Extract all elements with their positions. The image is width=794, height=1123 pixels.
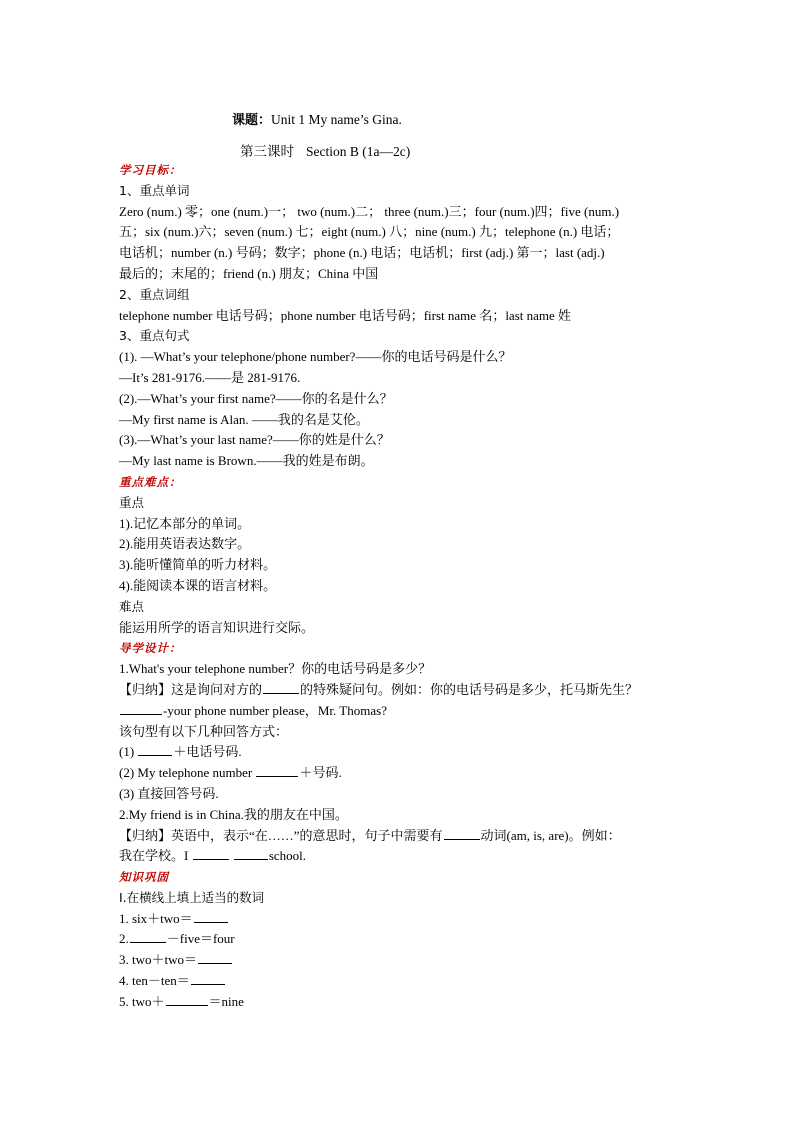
- lesson-period: 第三课时: [240, 144, 294, 159]
- fill-blank[interactable]: [166, 993, 208, 1006]
- guide-summary-2: [119, 826, 679, 847]
- exercise-item: [119, 929, 679, 950]
- exercise-text: 5. two＋: [119, 993, 165, 1009]
- fill-blank[interactable]: [193, 847, 229, 860]
- summary-text: 动词(am, is, are)。例如：: [480, 827, 621, 843]
- exercise-text: －five＝four: [166, 931, 235, 947]
- answer-form-2: [119, 763, 679, 784]
- fill-blank[interactable]: [198, 951, 232, 964]
- key-words-title: 1、重点单词: [119, 182, 190, 198]
- exercise-item: [119, 992, 679, 1013]
- summary-text: 【归纳】英语中，表示“在……”的意思时，句子中需要有: [119, 827, 443, 843]
- key-sentence: (1). —What’s your telephone/phone number?——你的电话号码是什么？: [119, 349, 512, 365]
- key-sentence: (2).—What’s your first name?——你的名是什么？: [119, 390, 393, 406]
- form-text: (1): [119, 744, 138, 760]
- summary-text: 【归纳】这是询问对方的: [119, 681, 263, 697]
- exercise-text: 3. two＋two＝: [119, 952, 198, 968]
- answer-form-3: (3) 直接回答号码.: [119, 785, 219, 801]
- example-text: -your phone number please，Mr. Thomas?: [163, 702, 387, 718]
- guide-summary-1: [119, 680, 679, 701]
- key-words-line: 五；six (num.)六；seven (num.) 七；eight (num.) 八；nine (num.) 九；telephone (n.) 电话；: [119, 224, 620, 240]
- answer-form-1: [119, 742, 679, 763]
- exercise-item: [119, 950, 679, 971]
- exercise-text: 4. ten－ten＝: [119, 973, 190, 989]
- key-point-item: 1).记忆本部分的单词。: [119, 515, 251, 531]
- fill-blank[interactable]: [444, 827, 480, 840]
- learning-goals-heading: 学习目标：: [119, 163, 182, 177]
- form-text: (2) My telephone number: [119, 765, 256, 781]
- guide-example-1: [119, 701, 679, 722]
- exercise-intro: Ⅰ.在横线上填上适当的数词: [119, 889, 265, 905]
- fill-blank[interactable]: [138, 743, 172, 756]
- key-words-line: 最后的；末尾的；friend (n.) 朋友；China 中国: [119, 265, 379, 281]
- example-text: 我在学校。I: [119, 848, 192, 864]
- exercise-item: [119, 971, 679, 992]
- exercise-text: 1. six＋two＝: [119, 910, 193, 926]
- form-text: ＋号码.: [299, 765, 342, 781]
- key-difficulties-heading: 重点难点：: [119, 474, 182, 489]
- guide-question-1: 1.What's your telephone number？你的电话号码是多少？: [119, 661, 432, 677]
- title-label: 课题：: [232, 113, 272, 128]
- fill-blank[interactable]: [234, 847, 268, 860]
- exercise-text: 2.: [119, 931, 129, 947]
- difficulty-text: 能运用所学的语言知识进行交际。: [119, 619, 315, 635]
- key-points-title: 重点: [119, 494, 145, 510]
- document-body: [119, 160, 679, 1013]
- summary-text: 的特殊疑问句。例如：你的电话号码是多少，托马斯先生？: [300, 681, 639, 697]
- key-sentence: —My first name is Alan. ——我的名是艾伦。: [119, 411, 369, 427]
- guide-question-2: 2.My friend is in China.我的朋友在中国。: [119, 806, 348, 822]
- guide-example-2: [119, 846, 679, 867]
- key-sentences-title: 3、重点句式: [119, 328, 190, 344]
- key-sentence: —My last name is Brown.——我的姓是布朗。: [119, 453, 374, 469]
- knowledge-consolidation-heading: 知识巩固: [119, 870, 169, 885]
- key-point-item: 3).能听懂简单的听力材料。: [119, 557, 277, 573]
- form-text: ＋电话号码.: [173, 744, 242, 760]
- key-sentence: —It’s 281-9176.——是 281-9176.: [119, 369, 301, 385]
- lesson-section: Section B (1a—2c): [306, 144, 411, 159]
- key-words-line: Zero (num.) 零；one (num.)一； two (num.)二； three (num.)三；four (num.)四；five (num.): [119, 203, 620, 219]
- key-point-item: 2).能用英语表达数字。: [119, 536, 251, 552]
- fill-blank[interactable]: [256, 764, 298, 777]
- lesson-subtitle: [240, 140, 410, 160]
- lesson-title: [232, 109, 402, 128]
- fill-blank[interactable]: [191, 972, 225, 985]
- exercise-item: [119, 909, 679, 930]
- fill-blank[interactable]: [263, 681, 299, 694]
- key-words-line: 电话机；number (n.) 号码；数字；phone (n.) 电话；电话机；first (adj.) 第一；last (adj.): [119, 245, 605, 261]
- key-phrases-line: telephone number 电话号码；phone number 电话号码；first name 名；last name 姓: [119, 307, 572, 323]
- title-text: Unit 1 My name’s Gina.: [271, 112, 402, 127]
- fill-blank[interactable]: [194, 910, 228, 923]
- key-sentence: (3).—What’s your last name?——你的姓是什么？: [119, 432, 390, 448]
- answer-forms-intro: 该句型有以下几种回答方式：: [119, 723, 289, 739]
- key-phrases-title: 2、重点词组: [119, 286, 190, 302]
- key-point-item: 4).能阅读本课的语言材料。: [119, 577, 277, 593]
- guide-design-heading: 导学设计：: [119, 641, 182, 656]
- fill-blank[interactable]: [130, 930, 166, 943]
- example-text: school.: [268, 848, 307, 864]
- exercise-text: ＝nine: [208, 993, 244, 1009]
- fill-blank[interactable]: [120, 702, 162, 715]
- difficulty-title: 难点: [119, 598, 145, 614]
